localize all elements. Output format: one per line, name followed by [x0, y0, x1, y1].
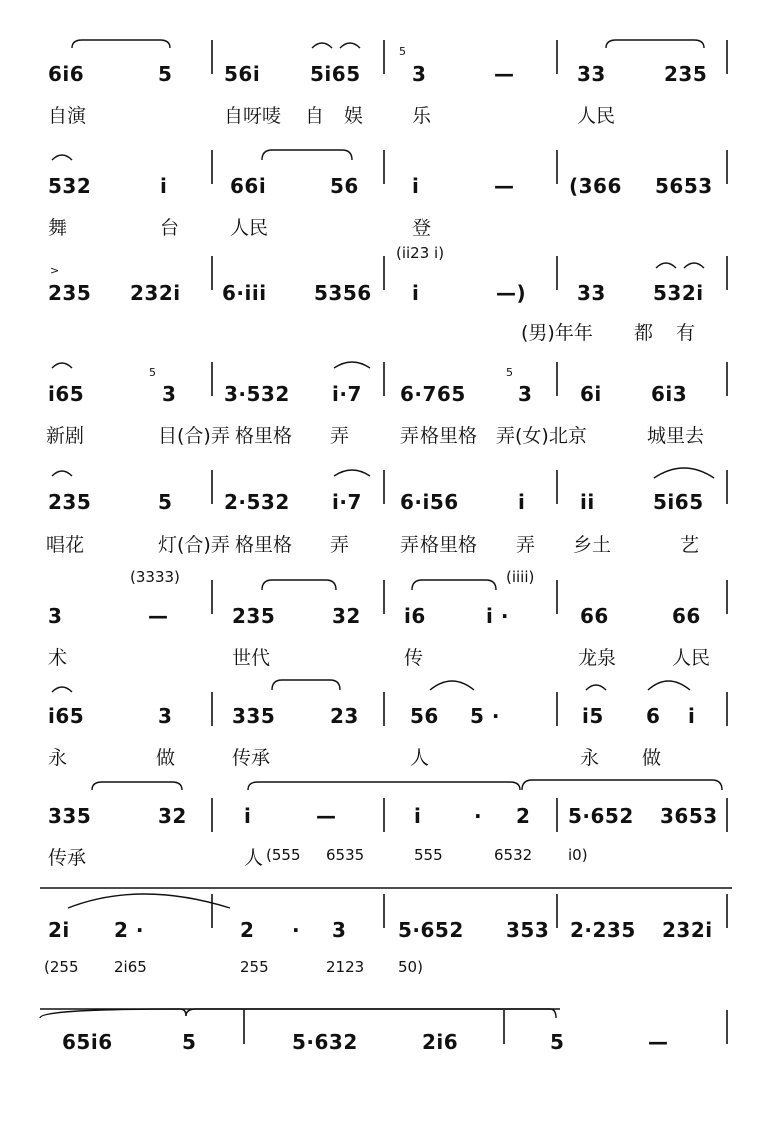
slur [334, 470, 370, 476]
dash-extension: — [648, 1030, 669, 1054]
note-group: 353 [506, 918, 550, 942]
note-group: 66i [230, 174, 267, 198]
note-group: 3 [332, 918, 347, 942]
note-group: 6 [646, 704, 661, 728]
note-group: 3·532 [224, 382, 290, 406]
slur [40, 1009, 186, 1018]
lyric: 都 [634, 322, 654, 344]
lyric: 格里格 [235, 534, 293, 556]
note-group: 3653 [660, 804, 718, 828]
dash-extension: — [494, 62, 515, 86]
note-group: 6·i56 [400, 490, 459, 514]
note-group: 335 [48, 804, 92, 828]
note-group: i·7 [332, 382, 362, 406]
slur [412, 580, 496, 590]
slur [586, 685, 606, 690]
note-group: · [474, 804, 483, 828]
note-group: 3 [518, 382, 533, 406]
lyric: 台 [160, 217, 180, 239]
note-group: 5·652 [568, 804, 634, 828]
note-group: 2·532 [224, 490, 290, 514]
note-group: 3 [162, 382, 177, 406]
slur [272, 680, 340, 690]
dash-extension: — [494, 174, 515, 198]
note-group: 2 · [114, 918, 144, 942]
slur [68, 894, 230, 908]
lyric: 自 [305, 105, 325, 127]
accompaniment: (555 [266, 846, 301, 864]
note-group: 5 · [470, 704, 500, 728]
slur [72, 40, 170, 48]
lyric: 人民 [230, 217, 269, 239]
note-group: 5 [158, 490, 173, 514]
note-group: 33 [577, 62, 606, 86]
note-group: i·7 [332, 490, 362, 514]
lyric: 灯(合)弄 [158, 534, 230, 556]
note-group: 3 [158, 704, 173, 728]
dash-extension: —) [496, 281, 527, 305]
note-group: 5356 [314, 281, 372, 305]
note-group: 66 [672, 604, 701, 628]
lyric: 娱 [344, 105, 364, 127]
accompaniment: (iiii) [506, 568, 535, 586]
lyric: 乐 [412, 105, 432, 127]
note-group: 2 [240, 918, 255, 942]
note-group: (366 [569, 174, 622, 198]
note-group: 335 [232, 704, 276, 728]
note-group: 66 [580, 604, 609, 628]
note-group: i · [486, 604, 509, 628]
note-group: 2·235 [570, 918, 636, 942]
note-group: i65 [48, 704, 85, 728]
lyric: 传承 [48, 847, 87, 869]
note-group: 56 [330, 174, 359, 198]
note-group: 5 [182, 1030, 197, 1054]
note-group: 2i6 [422, 1030, 459, 1054]
note-group: 6i6 [48, 62, 85, 86]
note-group: 3 [48, 604, 63, 628]
lyric: 舞 [48, 217, 68, 239]
slur [248, 782, 520, 790]
note-group: 232i [662, 918, 713, 942]
note-group: i [518, 490, 526, 514]
slur [52, 471, 72, 476]
slur [656, 263, 676, 268]
slur [52, 687, 72, 692]
accompaniment: (ii23 i) [396, 244, 445, 262]
lyric: 格里格 [420, 425, 478, 447]
slur [684, 263, 704, 268]
slur [606, 40, 704, 48]
lyric: 城里去 [647, 425, 705, 447]
lyric: (男)年年 [521, 322, 593, 344]
slur [334, 362, 370, 368]
lyric: 弄(女)北京 [496, 425, 587, 447]
note-group: 23 [330, 704, 359, 728]
lyric: 艺 [680, 534, 700, 556]
slur [92, 782, 182, 790]
note-group: i [244, 804, 252, 828]
note-group: 2i [48, 918, 70, 942]
note-group: 235 [232, 604, 276, 628]
lyric: 乡土 [573, 534, 612, 556]
accompaniment: 2i65 [114, 958, 147, 976]
note-group: 5653 [655, 174, 713, 198]
lyric: 弄 [516, 534, 536, 556]
accompaniment: 6535 [326, 846, 365, 864]
accompaniment: (3333) [130, 568, 180, 586]
note-group: 5·632 [292, 1030, 358, 1054]
lyric: 唱花 [46, 534, 85, 556]
note-group: i [412, 281, 420, 305]
lyric: 人 [410, 747, 430, 769]
lyric: 新剧 [46, 425, 85, 447]
note-group: 6·iii [222, 281, 267, 305]
note-group: 6i [580, 382, 602, 406]
lyric: 人民 [672, 647, 711, 669]
lyric: 有 [676, 322, 696, 344]
note-group: 232i [130, 281, 181, 305]
accent-mark: > [50, 264, 60, 277]
lyric: 自呀唛 [224, 105, 282, 127]
lyric: 目(合)弄 [158, 425, 230, 447]
lyric: 做 [642, 747, 662, 769]
note-group: 3 [412, 62, 427, 86]
grace-note: 5 [399, 45, 406, 58]
lyric: 弄 [330, 534, 350, 556]
note-group: 2 [516, 804, 531, 828]
note-group: 235 [48, 490, 92, 514]
slur [648, 681, 690, 690]
note-group: 235 [664, 62, 708, 86]
note-group: i [688, 704, 696, 728]
accompaniment: 6532 [494, 846, 533, 864]
note-group: 6i3 [651, 382, 688, 406]
note-group: 56 [410, 704, 439, 728]
slur [262, 150, 352, 160]
lyric: 弄 [400, 534, 420, 556]
slur [52, 363, 72, 368]
note-group: 5 [158, 62, 173, 86]
note-group: i [412, 174, 420, 198]
lyric: 格里格 [235, 425, 293, 447]
note-group: i6 [404, 604, 426, 628]
slur [340, 43, 360, 48]
note-group: 56i [224, 62, 261, 86]
slur [522, 780, 722, 790]
lyric: 格里格 [420, 534, 478, 556]
accompaniment: 255 [240, 958, 269, 976]
note-group: i65 [48, 382, 85, 406]
note-group: · [292, 918, 301, 942]
slur [186, 1009, 556, 1018]
note-group: 5·652 [398, 918, 464, 942]
dash-extension: — [316, 804, 337, 828]
note-group: 235 [48, 281, 92, 305]
note-group: i [414, 804, 422, 828]
grace-note: 5 [149, 366, 156, 379]
lyric: 永 [48, 747, 68, 769]
note-group: 5i65 [310, 62, 361, 86]
note-group: ii [580, 490, 595, 514]
note-group: 32 [332, 604, 361, 628]
lyric: 传 [404, 647, 424, 669]
note-group: i5 [582, 704, 604, 728]
note-group: 6·765 [400, 382, 466, 406]
slur [654, 468, 714, 478]
accompaniment: (255 [44, 958, 79, 976]
note-group: 32 [158, 804, 187, 828]
lyric: 自演 [48, 105, 87, 127]
slur [262, 580, 336, 590]
lyric: 弄 [400, 425, 420, 447]
lyric: 登 [412, 217, 432, 239]
lyric: 做 [156, 747, 176, 769]
lyric: 传承 [232, 747, 271, 769]
accompaniment: 50) [398, 958, 423, 976]
lyric: 弄 [330, 425, 350, 447]
note-group: 532 [48, 174, 92, 198]
note-group: 532i [653, 281, 704, 305]
lyric: 术 [48, 647, 68, 669]
slur [430, 681, 474, 690]
lyric: 世代 [232, 647, 271, 669]
grace-note: 5 [506, 366, 513, 379]
note-group: 5i65 [653, 490, 704, 514]
dash-extension: — [148, 604, 169, 628]
slur [52, 155, 72, 160]
lyric: 龙泉 [578, 647, 617, 669]
accompaniment: 555 [414, 846, 443, 864]
note-group: 65i6 [62, 1030, 113, 1054]
slur [312, 43, 332, 48]
accompaniment: 2123 [326, 958, 365, 976]
lyric: 人 [244, 847, 264, 869]
note-group: 5 [550, 1030, 565, 1054]
note-group: i [160, 174, 168, 198]
accompaniment: i0) [568, 846, 588, 864]
lyric: 永 [580, 747, 600, 769]
lyric: 人民 [577, 105, 616, 127]
note-group: 33 [577, 281, 606, 305]
